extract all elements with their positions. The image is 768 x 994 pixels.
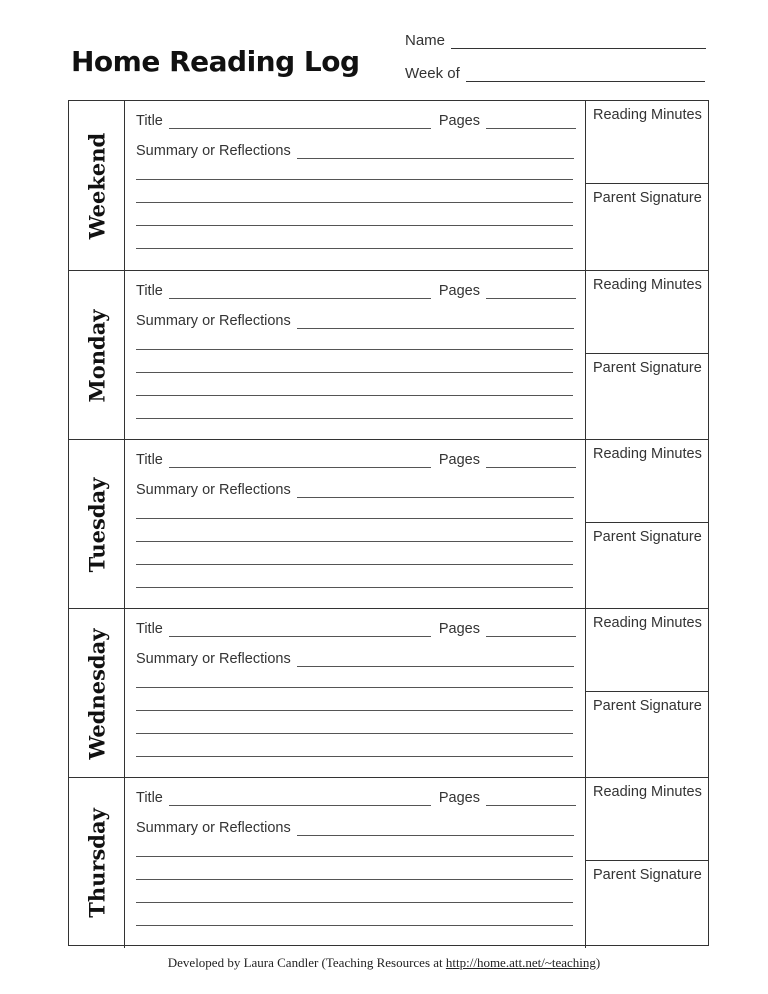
reading-minutes-label: Reading Minutes — [593, 107, 702, 123]
pages-blank[interactable] — [486, 286, 576, 299]
title-row — [136, 452, 576, 468]
entry-area — [125, 609, 586, 779]
day-section-tuesday — [69, 439, 708, 610]
reflection-line[interactable] — [136, 710, 573, 711]
entry-area — [125, 440, 586, 610]
title-label: Title — [136, 283, 163, 299]
day-label-cell — [69, 101, 125, 271]
entry-area — [125, 101, 586, 271]
title-row — [136, 621, 576, 637]
pages-blank[interactable] — [486, 116, 576, 129]
title-blank[interactable] — [169, 793, 431, 806]
footer-link[interactable]: http://home.att.net/~teaching — [445, 955, 596, 970]
reading-minutes-label: Reading Minutes — [593, 446, 702, 462]
title-blank[interactable] — [169, 455, 431, 468]
page-title: Home Reading Log — [71, 45, 360, 78]
summary-row — [136, 482, 574, 498]
footer-credit — [0, 955, 768, 971]
reflection-line[interactable] — [136, 372, 573, 373]
day-label-cell — [69, 440, 125, 610]
week-field[interactable] — [405, 65, 705, 82]
reading-minutes-box[interactable] — [586, 440, 708, 523]
pages-blank[interactable] — [486, 793, 576, 806]
summary-row — [136, 820, 574, 836]
side-boxes — [586, 778, 708, 948]
week-blank[interactable] — [466, 67, 705, 82]
parent-signature-label: Parent Signature — [593, 529, 702, 545]
side-boxes — [586, 101, 708, 271]
reflection-line[interactable] — [136, 395, 573, 396]
reflection-line[interactable] — [136, 518, 573, 519]
pages-blank[interactable] — [486, 624, 576, 637]
entry-area — [125, 778, 586, 948]
day-label: Monday — [84, 309, 109, 403]
day-section-weekend — [69, 101, 708, 271]
side-boxes — [586, 271, 708, 441]
reflection-line[interactable] — [136, 564, 573, 565]
day-label-cell — [69, 778, 125, 948]
parent-signature-box[interactable] — [586, 861, 708, 948]
title-row — [136, 790, 576, 806]
summary-label: Summary or Reflections — [136, 651, 291, 667]
summary-label: Summary or Reflections — [136, 820, 291, 836]
reading-minutes-label: Reading Minutes — [593, 784, 702, 800]
name-label: Name — [405, 32, 446, 49]
reading-minutes-label: Reading Minutes — [593, 615, 702, 631]
summary-row — [136, 143, 574, 159]
reflection-line[interactable] — [136, 756, 573, 757]
reading-log-table — [68, 100, 709, 946]
day-label: Wednesday — [84, 628, 109, 760]
reflection-line[interactable] — [136, 225, 573, 226]
day-section-wednesday — [69, 608, 708, 779]
summary-row — [136, 313, 574, 329]
day-label-cell — [69, 271, 125, 441]
title-label: Title — [136, 452, 163, 468]
pages-blank[interactable] — [486, 455, 576, 468]
title-row — [136, 283, 576, 299]
reflection-line[interactable] — [136, 856, 573, 857]
day-label: Weekend — [84, 132, 109, 240]
footer-prefix: Developed by Laura Candler (Teaching Resources at — [167, 955, 446, 970]
reading-minutes-box[interactable] — [586, 778, 708, 861]
reflection-line[interactable] — [136, 587, 573, 588]
title-label: Title — [136, 621, 163, 637]
summary-blank[interactable] — [297, 146, 574, 159]
reflection-line[interactable] — [136, 418, 573, 419]
reading-minutes-box[interactable] — [586, 609, 708, 692]
reflection-line[interactable] — [136, 248, 573, 249]
reading-minutes-box[interactable] — [586, 101, 708, 184]
parent-signature-label: Parent Signature — [593, 360, 702, 376]
parent-signature-label: Parent Signature — [593, 867, 702, 883]
parent-signature-label: Parent Signature — [593, 698, 702, 714]
title-blank[interactable] — [169, 624, 431, 637]
week-label: Week of — [405, 65, 460, 82]
name-blank[interactable] — [451, 34, 706, 49]
summary-blank[interactable] — [297, 654, 574, 667]
parent-signature-box[interactable] — [586, 184, 708, 271]
summary-blank[interactable] — [297, 316, 574, 329]
parent-signature-box[interactable] — [586, 523, 708, 610]
summary-blank[interactable] — [297, 485, 574, 498]
reflection-line[interactable] — [136, 925, 573, 926]
entry-area — [125, 271, 586, 441]
parent-signature-box[interactable] — [586, 354, 708, 441]
reflection-line[interactable] — [136, 733, 573, 734]
parent-signature-label: Parent Signature — [593, 190, 702, 206]
day-section-thursday — [69, 777, 708, 948]
footer-suffix: ) — [595, 955, 601, 970]
reflection-line[interactable] — [136, 879, 573, 880]
day-section-monday — [69, 270, 708, 441]
day-label-cell — [69, 609, 125, 779]
day-label: Tuesday — [84, 477, 109, 573]
pages-label: Pages — [438, 113, 480, 129]
title-label: Title — [136, 113, 163, 129]
title-blank[interactable] — [169, 116, 431, 129]
title-row — [136, 113, 576, 129]
day-label: Thursday — [84, 808, 109, 918]
summary-blank[interactable] — [297, 823, 574, 836]
pages-label: Pages — [438, 790, 480, 806]
reflection-line[interactable] — [136, 349, 573, 350]
pages-label: Pages — [438, 452, 480, 468]
reflection-line[interactable] — [136, 687, 573, 688]
summary-row — [136, 651, 574, 667]
title-label: Title — [136, 790, 163, 806]
side-boxes — [586, 440, 708, 610]
reading-minutes-box[interactable] — [586, 271, 708, 354]
summary-label: Summary or Reflections — [136, 313, 291, 329]
parent-signature-box[interactable] — [586, 692, 708, 779]
reflection-line[interactable] — [136, 541, 573, 542]
name-field[interactable] — [405, 32, 706, 49]
reading-minutes-label: Reading Minutes — [593, 277, 702, 293]
reflection-line[interactable] — [136, 902, 573, 903]
reflection-line[interactable] — [136, 179, 573, 180]
summary-label: Summary or Reflections — [136, 482, 291, 498]
pages-label: Pages — [438, 283, 480, 299]
reflection-line[interactable] — [136, 202, 573, 203]
summary-label: Summary or Reflections — [136, 143, 291, 159]
side-boxes — [586, 609, 708, 779]
pages-label: Pages — [438, 621, 480, 637]
title-blank[interactable] — [169, 286, 431, 299]
